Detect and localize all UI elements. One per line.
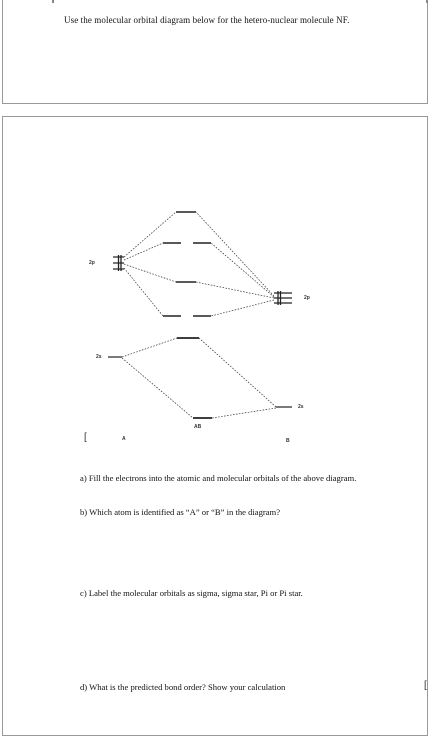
atom-b-2s-label: 2s <box>298 404 304 410</box>
atom-b-label: B <box>286 438 290 444</box>
question-d: d) What is the predicted bond order? Show your calculation <box>80 682 286 692</box>
atom-a-2s-label: 2s <box>96 354 102 360</box>
question-a: a) Fill the electrons into the atomic and molecular orbitals of the above diagram. <box>80 473 357 483</box>
atom-b-2p-label: 2p <box>304 295 310 301</box>
question-c: c) Label the molecular orbitals as sigma, sigma star, Pi or Pi star. <box>80 588 303 598</box>
question-b: b) Which atom is identified as “A” or “B” in the diagram? <box>80 507 281 517</box>
atom-a-2p-label: 2p <box>89 260 95 266</box>
instruction-text: Use the molecular orbital diagram below for the hetero-nuclear molecule NF. <box>64 15 350 25</box>
atom-a-label: A <box>122 436 126 442</box>
left-bracket: [ <box>84 432 87 443</box>
right-bracket: [ <box>424 680 427 691</box>
molecule-label: AB <box>194 424 202 430</box>
